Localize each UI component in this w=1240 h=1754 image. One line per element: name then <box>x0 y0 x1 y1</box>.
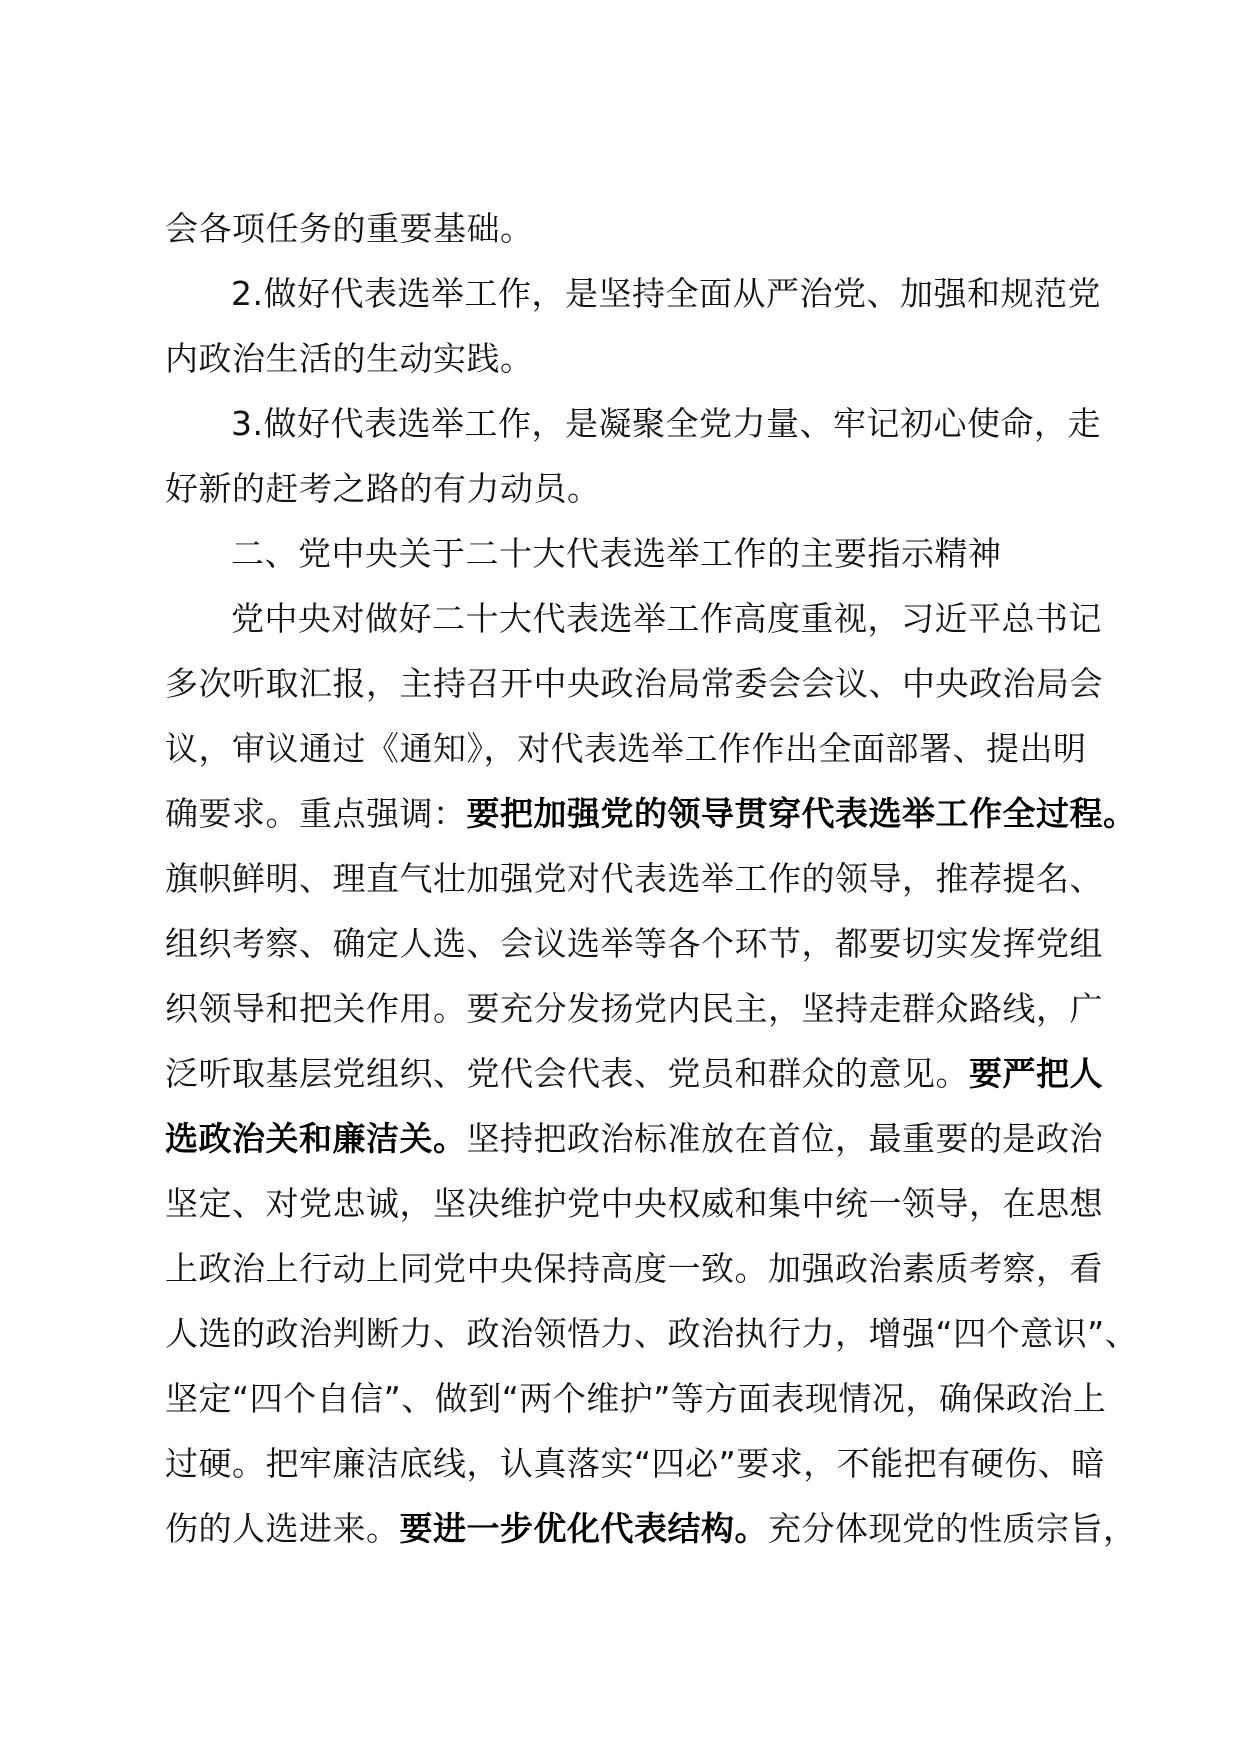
text-line <box>165 1301 1139 1366</box>
text-line <box>165 456 1095 521</box>
text-segment: 旗帜鲜明、理直气壮加强党对代表选举工作的领导，推荐提名、 <box>165 859 1103 898</box>
text-segment: 好新的赶考之路的有力动员。 <box>165 469 601 508</box>
text-line <box>165 1106 1103 1171</box>
text-segment: 坚定、对党忠诚，坚决维护党中央权威和集中统一领导，在思想 <box>165 1184 1103 1223</box>
text-segment: 过硬。把牢廉洁底线，认真落实“四必”要求，不能把有硬伤、暗 <box>165 1444 1105 1483</box>
text-line <box>165 196 1095 261</box>
body-text <box>165 196 1139 1561</box>
text-line <box>165 716 1095 781</box>
text-line <box>165 781 1137 846</box>
text-segment: 织领导和把关作用。要充分发扬党内民主，坚持走群众路线，广 <box>165 989 1103 1028</box>
text-segment: 上政治上行动上同党中央保持高度一致。加强政治素质考察，看 <box>165 1249 1103 1288</box>
text-line <box>165 261 1101 326</box>
text-segment: 组织考察、确定人选、会议选举等各个环节，都要切实发挥党组 <box>165 924 1103 963</box>
text-segment: 议，审议通过《通知》，对代表选举工作作出全面部署、提出明 <box>165 729 1087 768</box>
text-segment: 3.做好代表选举工作，是凝聚全党力量、牢记初心使命，走 <box>231 404 1101 443</box>
text-segment: 确要求。重点强调： <box>165 794 467 833</box>
text-segment: 2.做好代表选举工作，是坚持全面从严治党、加强和规范党 <box>231 274 1101 313</box>
text-line <box>165 846 1103 911</box>
text-line <box>165 586 1102 651</box>
bold-text: 要把加强党的领导贯穿代表选举工作全过程。 <box>466 794 1137 833</box>
text-line <box>165 1366 1107 1431</box>
text-segment: 坚持把政治标准放在首位，最重要的是政治 <box>466 1119 1103 1158</box>
text-segment: 会各项任务的重要基础。 <box>165 209 534 248</box>
text-line <box>165 1496 1137 1561</box>
bold-text: 选政治关和廉洁关。 <box>165 1119 467 1158</box>
text-segment: 坚定“四个自信”、做到“两个维护”等方面表现情况，确保政治上 <box>165 1379 1107 1418</box>
bold-text: 要进一步优化代表结构。 <box>399 1509 768 1548</box>
text-line <box>165 1236 1103 1301</box>
text-segment: 二、党中央关于二十大代表选举工作的主要指示精神 <box>231 534 1002 573</box>
text-line <box>165 911 1103 976</box>
text-line <box>165 976 1103 1041</box>
text-segment: 人选的政治判断力、政治领悟力、政治执行力，增强“四个意识”、 <box>165 1314 1139 1353</box>
text-line <box>165 651 1103 716</box>
text-line <box>165 1041 1103 1106</box>
text-segment: 充分体现党的性质宗旨， <box>768 1509 1137 1548</box>
text-segment: 党中央对做好二十大代表选举工作高度重视，习近平总书记 <box>231 599 1102 638</box>
text-line <box>165 326 1095 391</box>
text-segment: 内政治生活的生动实践。 <box>165 339 534 378</box>
text-line <box>165 1431 1105 1496</box>
bold-text: 要严把人 <box>969 1054 1103 1093</box>
text-line <box>165 521 1095 586</box>
text-line <box>165 1171 1103 1236</box>
text-segment: 伤的人选进来。 <box>165 1509 400 1548</box>
text-line <box>165 391 1101 456</box>
text-segment: 多次听取汇报，主持召开中央政治局常委会会议、中央政治局会 <box>165 664 1103 703</box>
text-segment: 泛听取基层党组织、党代会代表、党员和群众的意见。 <box>165 1054 969 1093</box>
